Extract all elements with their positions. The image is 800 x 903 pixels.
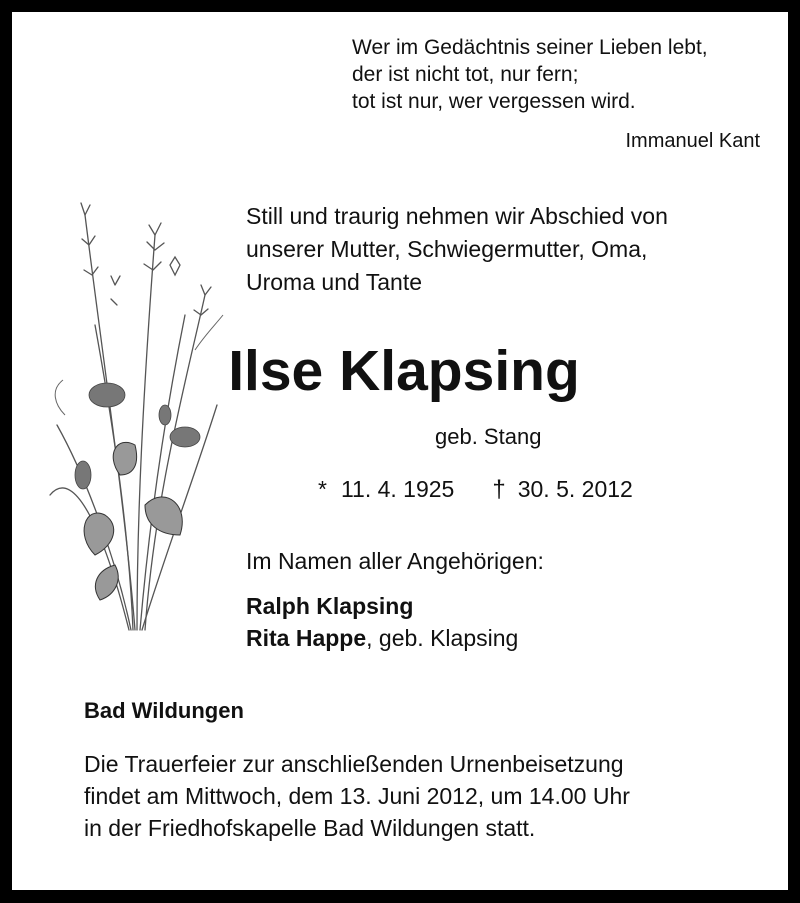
death-date: 30. 5. 2012 (517, 476, 633, 502)
service-line: in der Friedhofskapelle Bad Wildungen statt. (84, 815, 536, 841)
grass-flower-illustration (45, 175, 230, 635)
service-line: findet am Mittwoch, dem 13. Juni 2012, um 14.00 Uhr (84, 783, 630, 809)
farewell-intro (246, 200, 668, 299)
quote-line: der ist nicht tot, nur fern; (352, 63, 579, 86)
mourners-heading: Im Namen aller Angehörigen: (246, 548, 544, 574)
memorial-quote (352, 34, 708, 115)
birth-date: 11. 4. 1925 (340, 476, 455, 502)
death-symbol: † (492, 476, 506, 503)
service-details (84, 748, 630, 844)
intro-line: Uroma und Tante (246, 269, 423, 295)
quote-line: tot ist nur, wer vergessen wird. (352, 90, 636, 113)
signer-ralph: Ralph Klapsing (246, 593, 414, 619)
quote-author: Immanuel Kant (625, 130, 760, 152)
life-dates (318, 476, 633, 504)
maiden-name: geb. Stang (435, 424, 542, 449)
signer-rita-suffix: , geb. Klapsing (366, 625, 519, 651)
quote-line: Wer im Gedächtnis seiner Lieben lebt, (352, 36, 708, 59)
signer-rita (246, 625, 518, 652)
location: Bad Wildungen (84, 698, 244, 723)
intro-line: Still und traurig nehmen wir Abschied von (246, 203, 668, 229)
service-line: Die Trauerfeier zur anschließenden Urnenbeisetzung (84, 751, 624, 777)
signer-rita-name: Rita Happe (246, 625, 367, 651)
birth-symbol: * (318, 476, 327, 502)
intro-line: unserer Mutter, Schwiegermutter, Oma, (246, 236, 648, 262)
deceased-name: Ilse Klapsing (228, 339, 580, 403)
